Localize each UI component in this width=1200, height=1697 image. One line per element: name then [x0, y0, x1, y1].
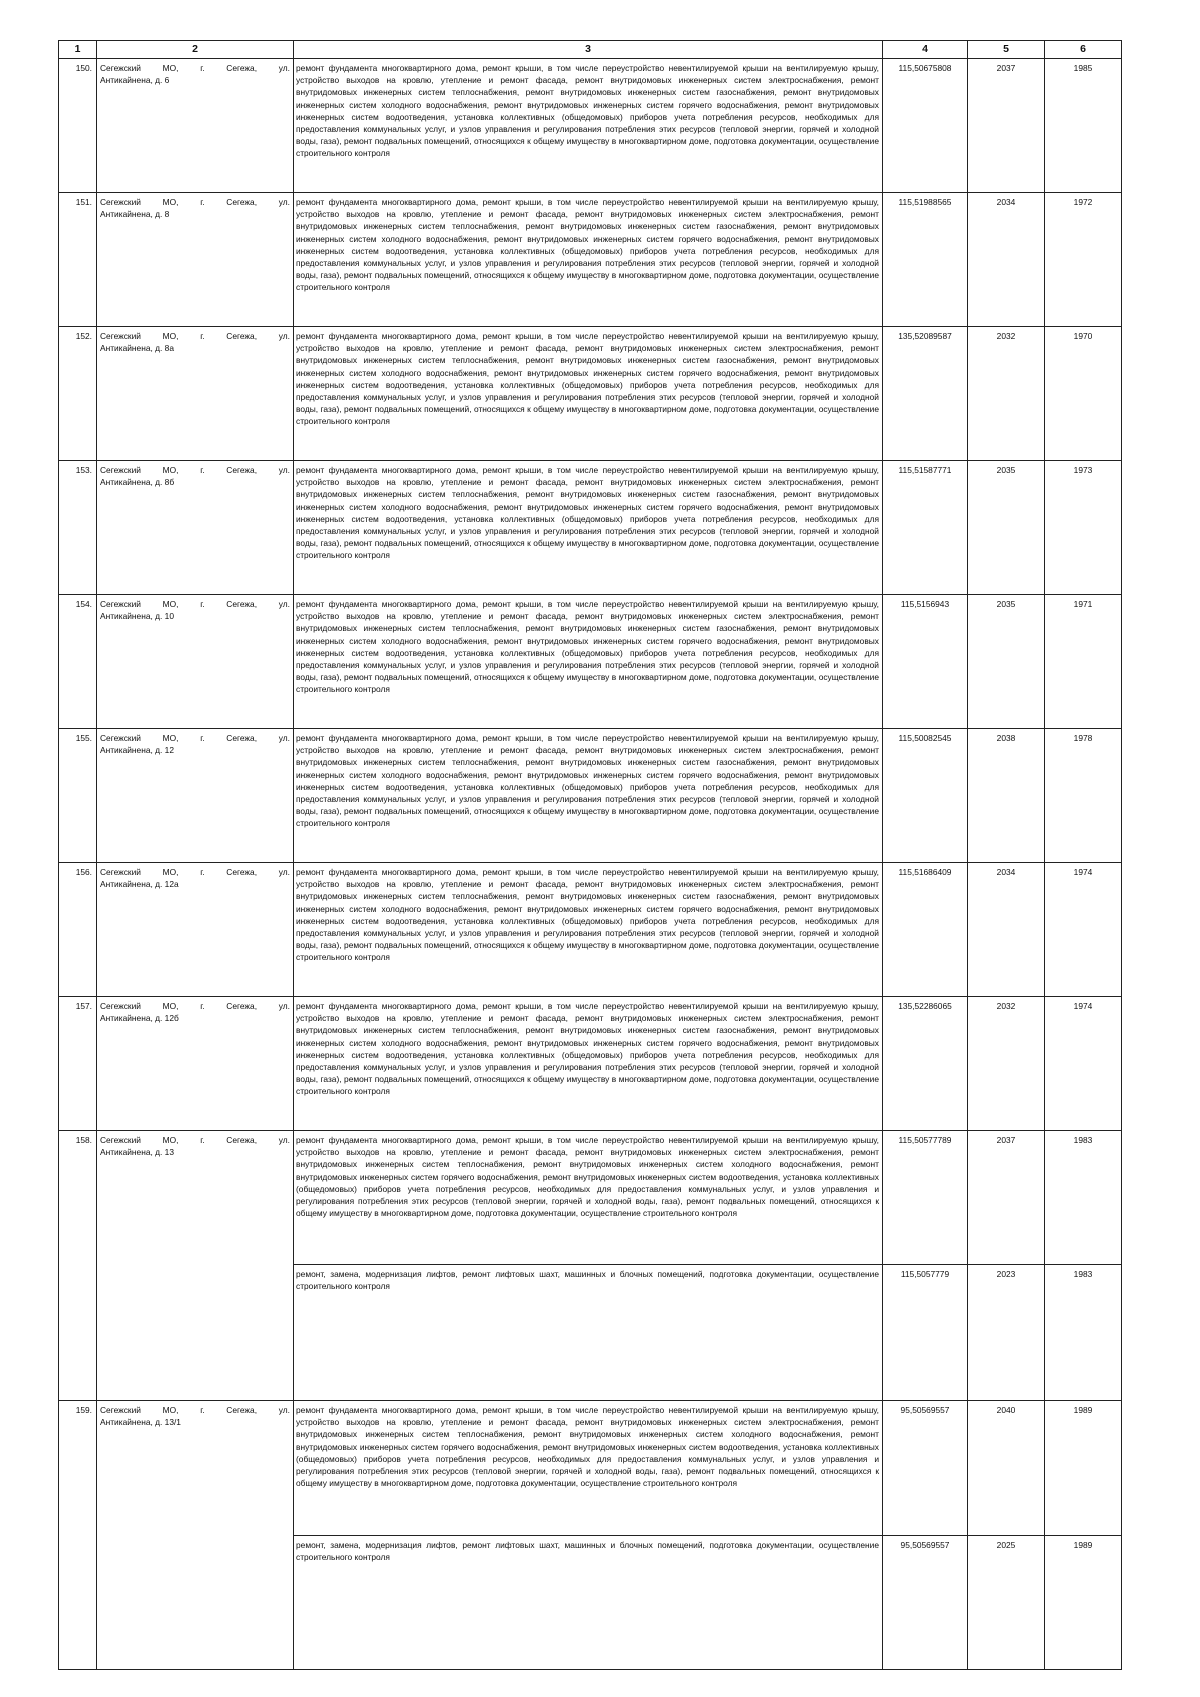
street: Антикайнена, д. 13/1 — [100, 1417, 181, 1428]
column-header: 3 — [294, 41, 883, 59]
cost-value: 115,5057779 — [883, 1265, 968, 1401]
build-year: 1971 — [1045, 595, 1122, 729]
planned-year: 2034 — [968, 863, 1045, 997]
row-number: 159. — [59, 1401, 97, 1670]
street: Антикайнена, д. 8б — [100, 477, 175, 488]
header-row — [59, 41, 1122, 59]
works-description: ремонт фундамента многоквартирного дома, ремонт крыши, в том числе переустройство невентилируемой крыши на вентилируемую крышу, устройство выходов на кровлю, утепление и ремонт фасада, ремонт внутридомовых инженерных систем электроснабжения, ремонт внутридомовых инженерных систем теплоснабжения, ремонт внутридомовых инженерных систем газоснабжения, ремонт внутридомовых инженерных систем холодного водоснабжения, ремонт внутридомовых инженерных систем горячего водоснабжения, ремонт внутридомовых инженерных систем водоотведения, установка коллективных (общедомовых) приборов учета потребления ресурсов, необходимых для предоставления коммунальных услуг, и узлов управления и регулирования потребления этих ресурсов (тепловой энергии, горячей и холодной воды, газа), ремонт подвальных помещений, относящихся к общему имуществу в многоквартирном доме, подготовка документации, осуществление строительного контроля — [294, 193, 883, 327]
street: Антикайнена, д. 6 — [100, 75, 170, 86]
address-cell: Сегежский МО, г. Сегежа, ул. Антикайнена, д. 8б — [97, 461, 294, 595]
column-header: 4 — [883, 41, 968, 59]
table-row — [59, 193, 1122, 327]
table-row — [59, 1131, 1122, 1265]
works-description: ремонт, замена, модернизация лифтов, ремонт лифтовых шахт, машинных и блочных помещений, подготовка документации, осуществление строительного контроля — [294, 1536, 883, 1670]
row-number: 156. — [59, 863, 97, 997]
address-cell: Сегежский МО, г. Сегежа, ул. Антикайнена, д. 8а — [97, 327, 294, 461]
address-cell: Сегежский МО, г. Сегежа, ул. Антикайнена, д. 12 — [97, 729, 294, 863]
column-header: 6 — [1045, 41, 1122, 59]
planned-year: 2032 — [968, 327, 1045, 461]
cost-value: 95,50569557 — [883, 1401, 968, 1536]
column-header: 2 — [97, 41, 294, 59]
planned-year: 2025 — [968, 1536, 1045, 1670]
address-cell: Сегежский МО, г. Сегежа, ул. Антикайнена, д. 13 — [97, 1131, 294, 1401]
works-description: ремонт фундамента многоквартирного дома, ремонт крыши, в том числе переустройство невентилируемой крыши на вентилируемую крышу, устройство выходов на кровлю, утепление и ремонт фасада, ремонт внутридомовых инженерных систем электроснабжения, ремонт внутридомовых инженерных систем теплоснабжения, ремонт внутридомовых инженерных систем газоснабжения, ремонт внутридомовых инженерных систем холодного водоснабжения, ремонт внутридомовых инженерных систем горячего водоснабжения, ремонт внутридомовых инженерных систем водоотведения, установка коллективных (общедомовых) приборов учета потребления ресурсов, необходимых для предоставления коммунальных услуг, и узлов управления и регулирования потребления этих ресурсов (тепловой энергии, горячей и холодной воды, газа), ремонт подвальных помещений, относящихся к общему имуществу в многоквартирном доме, подготовка документации, осуществление строительного контроля — [294, 327, 883, 461]
works-description: ремонт фундамента многоквартирного дома, ремонт крыши, в том числе переустройство невентилируемой крыши на вентилируемую крышу, устройство выходов на кровлю, утепление и ремонт фасада, ремонт внутридомовых инженерных систем электроснабжения, ремонт внутридомовых инженерных систем теплоснабжения, ремонт внутридомовых инженерных систем газоснабжения, ремонт внутридомовых инженерных систем холодного водоснабжения, ремонт внутридомовых инженерных систем горячего водоснабжения, ремонт внутридомовых инженерных систем водоотведения, установка коллективных (общедомовых) приборов учета потребления ресурсов, необходимых для предоставления коммунальных услуг, и узлов управления и регулирования потребления этих ресурсов (тепловой энергии, горячей и холодной воды, газа), ремонт подвальных помещений, относящихся к общему имуществу в многоквартирном доме, подготовка документации, осуществление строительного контроля — [294, 461, 883, 595]
address-cell: Сегежский МО, г. Сегежа, ул. Антикайнена, д. 13/1 — [97, 1401, 294, 1670]
cost-value: 115,51988565 — [883, 193, 968, 327]
row-number: 157. — [59, 997, 97, 1131]
row-number: 151. — [59, 193, 97, 327]
capital-repair-table — [58, 40, 1122, 1670]
cost-value: 115,50675808 — [883, 59, 968, 193]
planned-year: 2032 — [968, 997, 1045, 1131]
build-year: 1972 — [1045, 193, 1122, 327]
build-year: 1973 — [1045, 461, 1122, 595]
row-number: 152. — [59, 327, 97, 461]
table-row — [59, 863, 1122, 997]
build-year: 1974 — [1045, 997, 1122, 1131]
planned-year: 2035 — [968, 595, 1045, 729]
street: Антикайнена, д. 10 — [100, 611, 174, 622]
street: Антикайнена, д. 12а — [100, 879, 179, 890]
works-description: ремонт фундамента многоквартирного дома, ремонт крыши, в том числе переустройство невентилируемой крыши на вентилируемую крышу, устройство выходов на кровлю, утепление и ремонт фасада, ремонт внутридомовых инженерных систем электроснабжения, ремонт внутридомовых инженерных систем теплоснабжения, ремонт внутридомовых инженерных систем газоснабжения, ремонт внутридомовых инженерных систем холодного водоснабжения, ремонт внутридомовых инженерных систем горячего водоснабжения, ремонт внутридомовых инженерных систем водоотведения, установка коллективных (общедомовых) приборов учета потребления ресурсов, необходимых для предоставления коммунальных услуг, и узлов управления и регулирования потребления этих ресурсов (тепловой энергии, горячей и холодной воды, газа), ремонт подвальных помещений, относящихся к общему имуществу в многоквартирном доме, подготовка документации, осуществление строительного контроля — [294, 997, 883, 1131]
row-number: 155. — [59, 729, 97, 863]
works-description: ремонт фундамента многоквартирного дома, ремонт крыши, в том числе переустройство невентилируемой крыши на вентилируемую крышу, устройство выходов на кровлю, утепление и ремонт фасада, ремонт внутридомовых инженерных систем электроснабжения, ремонт внутридомовых инженерных систем теплоснабжения, ремонт внутридомовых инженерных систем газоснабжения, ремонт внутридомовых инженерных систем холодного водоснабжения, ремонт внутридомовых инженерных систем горячего водоснабжения, ремонт внутридомовых инженерных систем водоотведения, установка коллективных (общедомовых) приборов учета потребления ресурсов, необходимых для предоставления коммунальных услуг, и узлов управления и регулирования потребления этих ресурсов (тепловой энергии, горячей и холодной воды, газа), ремонт подвальных помещений, относящихся к общему имуществу в многоквартирном доме, подготовка документации, осуществление строительного контроля — [294, 59, 883, 193]
street: Антикайнена, д. 12 — [100, 745, 174, 756]
planned-year: 2037 — [968, 1131, 1045, 1265]
table-row — [59, 997, 1122, 1131]
street: Антикайнена, д. 13 — [100, 1147, 174, 1158]
build-year: 1983 — [1045, 1265, 1122, 1401]
planned-year: 2040 — [968, 1401, 1045, 1536]
works-description: ремонт фундамента многоквартирного дома, ремонт крыши, в том числе переустройство невентилируемой крыши на вентилируемую крышу, устройство выходов на кровлю, утепление и ремонт фасада, ремонт внутридомовых инженерных систем электроснабжения, ремонт внутридомовых инженерных систем теплоснабжения, ремонт внутридомовых инженерных систем холодного водоснабжения, ремонт внутридомовых инженерных систем горячего водоснабжения, ремонт внутридомовых инженерных систем водоотведения, установка коллективных (общедомовых) приборов учета потребления ресурсов, необходимых для предоставления коммунальных услуг, и узлов управления и регулирования потребления этих ресурсов (тепловой энергии, горячей и холодной воды, газа), ремонт подвальных помещений, относящихся к общему имуществу в многоквартирном доме, подготовка документации, осуществление строительного контроля — [294, 1401, 883, 1536]
table-row — [59, 595, 1122, 729]
table-row — [59, 59, 1122, 193]
build-year: 1985 — [1045, 59, 1122, 193]
cost-value: 115,50577789 — [883, 1131, 968, 1265]
planned-year: 2034 — [968, 193, 1045, 327]
planned-year: 2037 — [968, 59, 1045, 193]
column-header: 1 — [59, 41, 97, 59]
address-cell: Сегежский МО, г. Сегежа, ул. Антикайнена, д. 12б — [97, 997, 294, 1131]
cost-value: 95,50569557 — [883, 1536, 968, 1670]
row-number: 153. — [59, 461, 97, 595]
works-description: ремонт фундамента многоквартирного дома, ремонт крыши, в том числе переустройство невентилируемой крыши на вентилируемую крышу, устройство выходов на кровлю, утепление и ремонт фасада, ремонт внутридомовых инженерных систем электроснабжения, ремонт внутридомовых инженерных систем теплоснабжения, ремонт внутридомовых инженерных систем газоснабжения, ремонт внутридомовых инженерных систем холодного водоснабжения, ремонт внутридомовых инженерных систем горячего водоснабжения, ремонт внутридомовых инженерных систем водоотведения, установка коллективных (общедомовых) приборов учета потребления ресурсов, необходимых для предоставления коммунальных услуг, и узлов управления и регулирования потребления этих ресурсов (тепловой энергии, горячей и холодной воды, газа), ремонт подвальных помещений, относящихся к общему имуществу в многоквартирном доме, подготовка документации, осуществление строительного контроля — [294, 595, 883, 729]
column-header: 5 — [968, 41, 1045, 59]
address-cell: Сегежский МО, г. Сегежа, ул. Антикайнена, д. 10 — [97, 595, 294, 729]
cost-value: 135,52286065 — [883, 997, 968, 1131]
works-description: ремонт фундамента многоквартирного дома, ремонт крыши, в том числе переустройство невентилируемой крыши на вентилируемую крышу, устройство выходов на кровлю, утепление и ремонт фасада, ремонт внутридомовых инженерных систем электроснабжения, ремонт внутридомовых инженерных систем теплоснабжения, ремонт внутридомовых инженерных систем холодного водоснабжения, ремонт внутридомовых инженерных систем горячего водоснабжения, ремонт внутридомовых инженерных систем водоотведения, установка коллективных (общедомовых) приборов учета потребления ресурсов, необходимых для предоставления коммунальных услуг, и узлов управления и регулирования потребления этих ресурсов (тепловой энергии, горячей и холодной воды, газа), ремонт подвальных помещений, относящихся к общему имуществу в многоквартирном доме, подготовка документации, осуществление строительного контроля — [294, 1131, 883, 1265]
row-number: 158. — [59, 1131, 97, 1401]
planned-year: 2035 — [968, 461, 1045, 595]
cost-value: 135,52089587 — [883, 327, 968, 461]
address-cell: Сегежский МО, г. Сегежа, ул. Антикайнена, д. 12а — [97, 863, 294, 997]
street: Антикайнена, д. 12б — [100, 1013, 179, 1024]
planned-year: 2023 — [968, 1265, 1045, 1401]
build-year: 1989 — [1045, 1401, 1122, 1536]
address-cell: Сегежский МО, г. Сегежа, ул. Антикайнена, д. 8 — [97, 193, 294, 327]
row-number: 150. — [59, 59, 97, 193]
cost-value: 115,50082545 — [883, 729, 968, 863]
cost-value: 115,5156943 — [883, 595, 968, 729]
table-row — [59, 1401, 1122, 1536]
table-row — [59, 327, 1122, 461]
table-row — [59, 729, 1122, 863]
build-year: 1974 — [1045, 863, 1122, 997]
build-year: 1983 — [1045, 1131, 1122, 1265]
address-cell: Сегежский МО, г. Сегежа, ул. Антикайнена, д. 6 — [97, 59, 294, 193]
works-description: ремонт, замена, модернизация лифтов, ремонт лифтовых шахт, машинных и блочных помещений, подготовка документации, осуществление строительного контроля — [294, 1265, 883, 1401]
cost-value: 115,51686409 — [883, 863, 968, 997]
table-row — [59, 461, 1122, 595]
build-year: 1978 — [1045, 729, 1122, 863]
street: Антикайнена, д. 8а — [100, 343, 174, 354]
build-year: 1989 — [1045, 1536, 1122, 1670]
planned-year: 2038 — [968, 729, 1045, 863]
row-number: 154. — [59, 595, 97, 729]
street: Антикайнена, д. 8 — [100, 209, 170, 220]
works-description: ремонт фундамента многоквартирного дома, ремонт крыши, в том числе переустройство невентилируемой крыши на вентилируемую крышу, устройство выходов на кровлю, утепление и ремонт фасада, ремонт внутридомовых инженерных систем электроснабжения, ремонт внутридомовых инженерных систем теплоснабжения, ремонт внутридомовых инженерных систем газоснабжения, ремонт внутридомовых инженерных систем холодного водоснабжения, ремонт внутридомовых инженерных систем горячего водоснабжения, ремонт внутридомовых инженерных систем водоотведения, установка коллективных (общедомовых) приборов учета потребления ресурсов, необходимых для предоставления коммунальных услуг, и узлов управления и регулирования потребления этих ресурсов (тепловой энергии, горячей и холодной воды, газа), ремонт подвальных помещений, относящихся к общему имуществу в многоквартирном доме, подготовка документации, осуществление строительного контроля — [294, 729, 883, 863]
works-description: ремонт фундамента многоквартирного дома, ремонт крыши, в том числе переустройство невентилируемой крыши на вентилируемую крышу, устройство выходов на кровлю, утепление и ремонт фасада, ремонт внутридомовых инженерных систем электроснабжения, ремонт внутридомовых инженерных систем теплоснабжения, ремонт внутридомовых инженерных систем газоснабжения, ремонт внутридомовых инженерных систем холодного водоснабжения, ремонт внутридомовых инженерных систем горячего водоснабжения, ремонт внутридомовых инженерных систем водоотведения, установка коллективных (общедомовых) приборов учета потребления ресурсов, необходимых для предоставления коммунальных услуг, и узлов управления и регулирования потребления этих ресурсов (тепловой энергии, горячей и холодной воды, газа), ремонт подвальных помещений, относящихся к общему имуществу в многоквартирном доме, подготовка документации, осуществление строительного контроля — [294, 863, 883, 997]
build-year: 1970 — [1045, 327, 1122, 461]
cost-value: 115,51587771 — [883, 461, 968, 595]
